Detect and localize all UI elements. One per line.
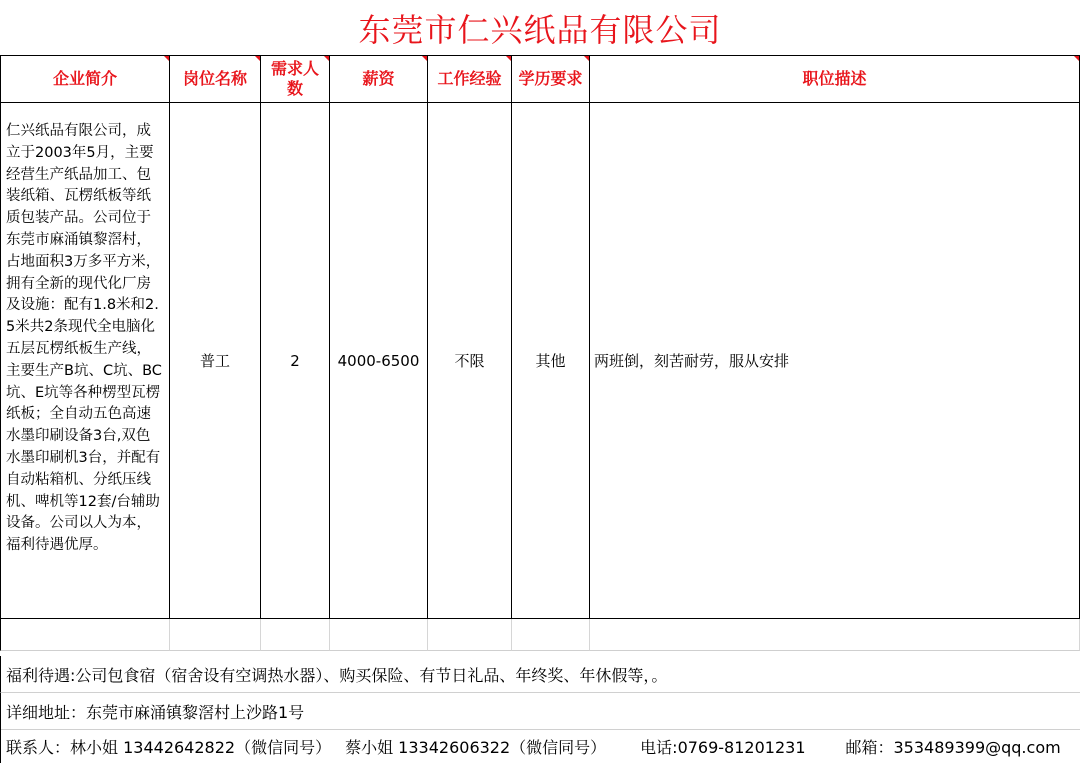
headcount-value: 2 <box>261 103 330 619</box>
empty-cell <box>330 619 428 651</box>
empty-cell <box>0 619 170 651</box>
header-education: 学历要求 <box>512 56 590 103</box>
header-experience: 工作经验 <box>428 56 512 103</box>
header-description: 职位描述 <box>590 56 1080 103</box>
empty-cell <box>261 619 330 651</box>
empty-cell <box>512 619 590 651</box>
experience-value: 不限 <box>428 103 512 619</box>
table-header-row <box>0 56 1080 103</box>
company-intro: 仁兴纸品有限公司，成立于2003年5月，主要经营生产纸品加工、包装纸箱、瓦楞纸板等纸质包装产品。公司位于东莞市麻涌镇黎滘村，占地面积3万多平方米，拥有全新的现代化厂房及设施：配有1.8米和2.5米共2条现代全电脑化五层瓦楞纸板生产线，主要生产B坑、C坑、BC坑、E坑等各种楞型瓦楞纸板；全自动五色高速水墨印刷设备3台,双色水墨印刷机3台，并配有自动粘箱机、分纸压线机、啤机等12套/台辅助设备。公司以人为本，福利待遇优厚。 <box>0 103 170 619</box>
header-headcount <box>261 56 330 103</box>
contact-label: 联系人： <box>6 737 71 757</box>
address-row <box>0 693 1080 730</box>
title-row <box>0 0 1080 56</box>
benefits-text: 福利待遇:公司包食宿（宿舍设有空调热水器）、购买保险、有节日礼品、年终奖、年休假等，。 <box>6 665 668 685</box>
description-value: 两班倒，刻苦耐劳，服从安排 <box>590 103 1080 619</box>
empty-cell <box>170 619 261 651</box>
empty-row <box>0 619 1080 651</box>
education-value: 其他 <box>512 103 590 619</box>
header-position: 岗位名称 <box>170 56 261 103</box>
empty-cell <box>590 619 1080 651</box>
salary-value: 4000-6500 <box>330 103 428 619</box>
table-row <box>0 103 1080 619</box>
header-headcount-text: 需求人数 <box>271 59 320 98</box>
contact-phone: 电话:0769-81201231 <box>640 737 806 757</box>
header-salary: 薪资 <box>330 56 428 103</box>
benefits-row <box>0 656 1080 693</box>
address-text: 详细地址：东莞市麻涌镇黎滘村上沙路1号 <box>6 702 305 722</box>
empty-cell <box>428 619 512 651</box>
header-intro: 企业简介 <box>0 56 170 103</box>
contact-email: 邮箱：353489399@qq.com <box>845 737 1061 757</box>
position-value: 普工 <box>170 103 261 619</box>
company-title: 东莞市仁兴纸品有限公司 <box>358 10 722 49</box>
contact-row <box>0 729 1080 763</box>
job-table <box>0 56 1080 651</box>
contact-person-1: 林小姐 13442642822（微信同号） <box>70 737 332 757</box>
contact-person-2: 蔡小姐 13342606322（微信同号） <box>345 737 607 757</box>
